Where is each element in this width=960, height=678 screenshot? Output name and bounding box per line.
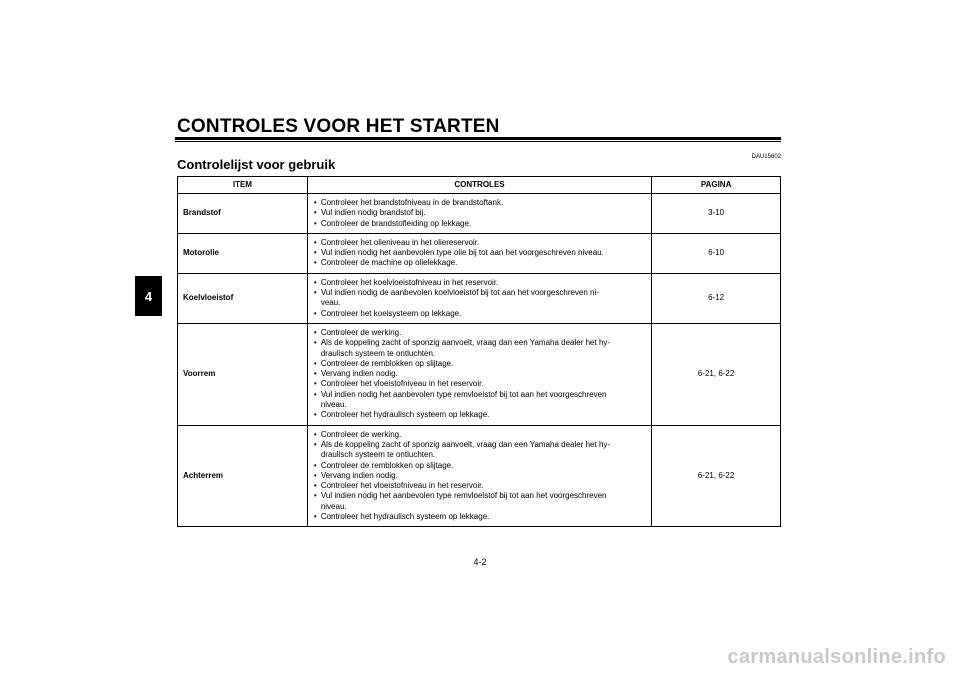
chapter-tab-marker bbox=[135, 276, 162, 316]
bullet-icon: • bbox=[313, 389, 317, 399]
controles-cell bbox=[307, 425, 651, 527]
column-header-item: ITEM bbox=[178, 177, 308, 194]
bullet-icon: • bbox=[313, 308, 317, 318]
bullet-icon: • bbox=[313, 439, 317, 449]
bullet-icon: • bbox=[313, 481, 317, 491]
table-header-row bbox=[178, 177, 781, 194]
check-item bbox=[314, 309, 647, 319]
check-item bbox=[314, 430, 647, 440]
check-item bbox=[314, 379, 647, 389]
pagina-cell: 6-21, 6-22 bbox=[652, 425, 781, 527]
chapter-title: CONTROLES VOOR HET STARTEN bbox=[177, 116, 500, 137]
item-cell: Brandstof bbox=[178, 194, 308, 234]
check-item-text: Als de koppeling zacht of sponzig aanvoelt, vraag dan een Yamaha dealer het hy- bbox=[320, 338, 611, 348]
check-item-text: draulisch systeem te ontluchten. bbox=[320, 348, 436, 358]
check-item-text: draulisch systeem te ontluchten. bbox=[320, 450, 436, 460]
check-item bbox=[314, 512, 647, 522]
check-item-text: Controleer de remblokken op slijtage. bbox=[320, 460, 454, 470]
check-item-text: Controleer de remblokken op slijtage. bbox=[320, 358, 454, 368]
item-cell: Voorrem bbox=[178, 323, 308, 425]
check-item-text: Vervang indien nodig. bbox=[320, 369, 398, 379]
check-item-text: Controleer het koelvloeistofniveau in het reservoir. bbox=[320, 277, 499, 287]
check-item bbox=[314, 410, 647, 420]
check-item bbox=[314, 328, 647, 338]
check-item bbox=[314, 208, 647, 218]
bullet-icon: • bbox=[313, 410, 317, 420]
check-item-text: Vul indien nodig brandstof bij. bbox=[320, 208, 426, 218]
chapter-tab-number: 4 bbox=[144, 288, 153, 304]
controles-cell bbox=[307, 273, 651, 323]
document-code: DAU15602 bbox=[751, 154, 781, 160]
bullet-icon: • bbox=[313, 258, 317, 268]
watermark: carmanualsonline.info bbox=[727, 646, 946, 668]
check-item-text: niveau. bbox=[320, 400, 347, 410]
check-item bbox=[314, 258, 647, 268]
check-item-text: Controleer het hydraulisch systeem op lekkage. bbox=[320, 512, 490, 522]
check-item-text: Controleer de werking. bbox=[320, 327, 402, 337]
bullet-icon: • bbox=[313, 512, 317, 522]
check-item-text: Controleer het hydraulisch systeem op lekkage. bbox=[320, 410, 490, 420]
table-row bbox=[178, 425, 781, 527]
check-item bbox=[314, 338, 647, 359]
page-number: 4-2 bbox=[473, 557, 487, 567]
check-item bbox=[314, 198, 647, 208]
bullet-icon: • bbox=[313, 237, 317, 247]
table-row bbox=[178, 273, 781, 323]
check-item bbox=[314, 390, 647, 411]
check-item bbox=[314, 359, 647, 369]
check-item-text: Controleer de brandstofleiding op lekkage. bbox=[320, 218, 472, 228]
bullet-icon: • bbox=[313, 208, 317, 218]
check-item-text: Controleer het vloeistofniveau in het reservoir. bbox=[320, 481, 484, 491]
check-item bbox=[314, 278, 647, 288]
item-cell: Achterrem bbox=[178, 425, 308, 527]
bullet-icon: • bbox=[313, 358, 317, 368]
item-cell: Motorolie bbox=[178, 233, 308, 273]
check-item-text: Controleer de werking. bbox=[320, 429, 402, 439]
check-item-text: Controleer het olieniveau in het oliereservoir. bbox=[320, 237, 480, 247]
check-item-text: veau. bbox=[320, 298, 341, 308]
bullet-icon: • bbox=[313, 198, 317, 207]
pre-operation-checklist-table bbox=[177, 176, 781, 527]
check-item bbox=[314, 471, 647, 481]
check-item bbox=[314, 369, 647, 379]
check-item bbox=[314, 461, 647, 471]
bullet-icon: • bbox=[313, 470, 317, 480]
check-item-text: Vervang indien nodig. bbox=[320, 470, 398, 480]
pagina-cell: 6-10 bbox=[652, 233, 781, 273]
check-item-text: Vul indien nodig het aanbevolen type remvloeistof bij tot aan het voorgeschreven bbox=[320, 491, 607, 501]
bullet-icon: • bbox=[313, 248, 317, 258]
table-row bbox=[178, 194, 781, 234]
bullet-icon: • bbox=[313, 288, 317, 298]
bullet-icon: • bbox=[313, 369, 317, 379]
bullet-icon: • bbox=[313, 338, 317, 348]
pagina-cell: 6-21, 6-22 bbox=[652, 323, 781, 425]
column-header-controles: CONTROLES bbox=[307, 177, 651, 194]
controles-cell bbox=[307, 233, 651, 273]
bullet-icon: • bbox=[313, 327, 317, 337]
check-item bbox=[314, 238, 647, 248]
bullet-icon: • bbox=[313, 491, 317, 501]
check-item-text: Controleer het vloeistofniveau in het reservoir. bbox=[320, 379, 484, 389]
bullet-icon: • bbox=[313, 429, 317, 439]
bullet-icon: • bbox=[313, 277, 317, 287]
check-item bbox=[314, 288, 647, 309]
check-item-text: Controleer de machine op olielekkage. bbox=[320, 258, 458, 268]
check-item bbox=[314, 491, 647, 512]
check-item-text: niveau. bbox=[320, 501, 347, 511]
bullet-icon: • bbox=[313, 379, 317, 389]
bullet-icon: • bbox=[313, 218, 317, 228]
chapter-rule bbox=[175, 137, 781, 140]
check-item bbox=[314, 219, 647, 229]
chapter-rule-thin bbox=[175, 141, 781, 142]
check-item bbox=[314, 248, 647, 258]
pagina-cell: 3-10 bbox=[652, 194, 781, 234]
check-item bbox=[314, 481, 647, 491]
check-item-text: Vul indien nodig de aanbevolen koelvloeistof bij tot aan het voorgeschreven ni- bbox=[320, 288, 599, 298]
table-row bbox=[178, 233, 781, 273]
column-header-pagina: PAGINA bbox=[652, 177, 781, 194]
check-item-text: Controleer het koelsysteem op lekkage. bbox=[320, 308, 462, 318]
check-item-text: Als de koppeling zacht of sponzig aanvoelt, vraag dan een Yamaha dealer het hy- bbox=[320, 439, 611, 449]
controles-cell bbox=[307, 323, 651, 425]
check-item-text: Vul indien nodig het aanbevolen type olie bij tot aan het voorgeschreven niveau. bbox=[320, 248, 604, 258]
bullet-icon: • bbox=[313, 460, 317, 470]
check-item-text: Vul indien nodig het aanbevolen type remvloeistof bij tot aan het voorgeschreven bbox=[320, 389, 607, 399]
table-row bbox=[178, 323, 781, 425]
controles-cell bbox=[307, 194, 651, 234]
item-cell: Koelvloeistof bbox=[178, 273, 308, 323]
check-item bbox=[314, 440, 647, 461]
section-title: Controlelijst voor gebruik bbox=[177, 157, 336, 172]
pagina-cell: 6-12 bbox=[652, 273, 781, 323]
check-item-text: Controleer het brandstofniveau in de brandstoftank. bbox=[320, 198, 504, 207]
